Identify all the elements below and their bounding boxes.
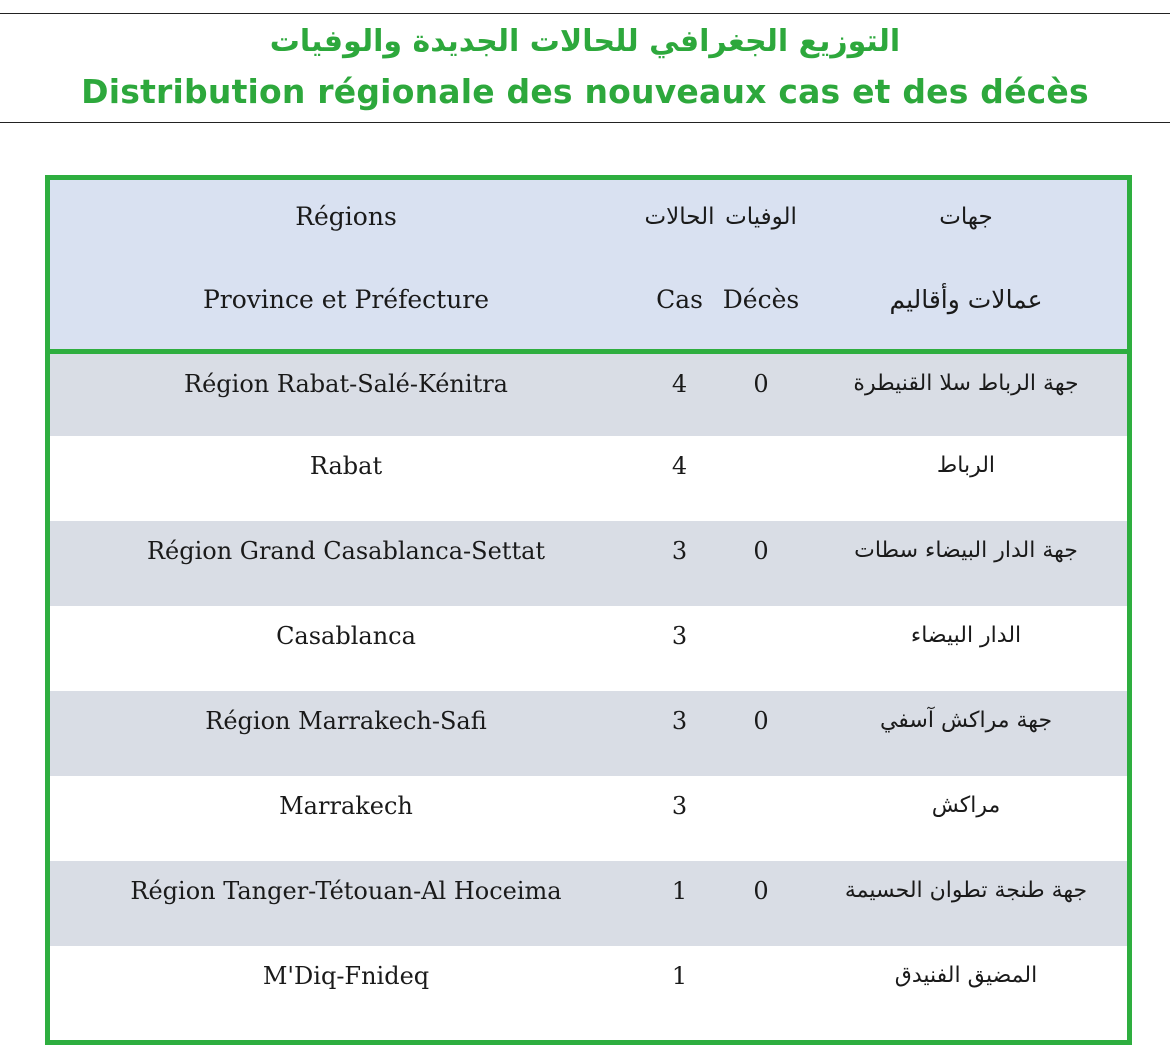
region-name-ar: جهة الدار البيضاء سطات: [854, 538, 1078, 563]
region-name-ar: جهة طنجة تطوان الحسيمة: [844, 878, 1088, 903]
deces-value: 0: [753, 707, 769, 735]
region-name-ar: جهة مراكش آسفي: [879, 708, 1053, 733]
cas-value: 4: [671, 452, 688, 480]
cas-value: 3: [671, 707, 688, 735]
header-province-label: Province et Préfecture: [202, 285, 490, 314]
header-deces: [717, 180, 805, 351]
table-header-row: [50, 180, 1127, 351]
table-row: [50, 521, 1127, 606]
title-arabic: التوزيع الجغرافي للحالات الجديدة والوفيات: [269, 24, 901, 59]
header-cas: [642, 180, 717, 351]
title-block: [0, 13, 1170, 123]
deces-value: 0: [753, 369, 769, 398]
province-name-ar: الرباط: [936, 453, 996, 478]
table-row: [50, 691, 1127, 776]
province-name-ar: الدار البيضاء: [910, 623, 1022, 648]
province-name-ar: مراكش: [931, 793, 1001, 818]
deces-value: 0: [753, 537, 769, 565]
header-provinces-arabic: عمالات وأقاليم: [889, 285, 1043, 314]
deces-value: [717, 436, 805, 521]
deces-value: [717, 946, 805, 1031]
header-region: [50, 180, 642, 351]
title-french: Distribution régionale des nouveaux cas et des décès: [81, 72, 1089, 111]
cas-value: 1: [671, 877, 688, 905]
table-row: [50, 861, 1127, 946]
header-deces-label: Décès: [722, 285, 800, 314]
province-name-fr: Casablanca: [276, 622, 416, 650]
region-name-ar: جهة الرباط سلا القنيطرة: [853, 370, 1079, 396]
table-row: [50, 351, 1127, 436]
cas-value: 3: [671, 537, 688, 565]
header-deces-arabic: الوفيات: [725, 204, 797, 230]
cas-value: 4: [671, 369, 688, 398]
deces-value: [717, 606, 805, 691]
province-name-fr: Marrakech: [279, 792, 413, 820]
table-row: [50, 436, 1127, 521]
cas-value: 3: [671, 792, 688, 820]
province-name-fr: Rabat: [309, 452, 383, 480]
header-cas-label: Cas: [656, 285, 703, 314]
region-name-fr: Région Tanger-Tétouan-Al Hoceima: [130, 877, 562, 905]
distribution-table: [50, 180, 1127, 1031]
cas-value: 3: [671, 622, 688, 650]
province-name-fr: M'Diq-Fnideq: [262, 962, 430, 990]
region-name-fr: Région Rabat-Salé-Kénitra: [184, 369, 508, 398]
region-name-fr: Région Grand Casablanca-Settat: [146, 537, 546, 565]
table-row: [50, 946, 1127, 1031]
table-row: [50, 606, 1127, 691]
deces-value: [717, 776, 805, 861]
deces-value: 0: [753, 877, 769, 905]
distribution-table-frame: [45, 175, 1132, 1045]
header-cas-arabic: الحالات: [644, 204, 715, 230]
table-body: [50, 351, 1127, 1031]
header-regions-arabic: جهات: [939, 204, 993, 230]
header-arabic: [805, 180, 1127, 351]
header-region-label: Régions: [295, 202, 397, 231]
cas-value: 1: [671, 962, 688, 990]
region-name-fr: Région Marrakech-Safi: [205, 707, 487, 735]
table-row: [50, 776, 1127, 861]
province-name-ar: المضيق الفنيدق: [894, 963, 1038, 988]
